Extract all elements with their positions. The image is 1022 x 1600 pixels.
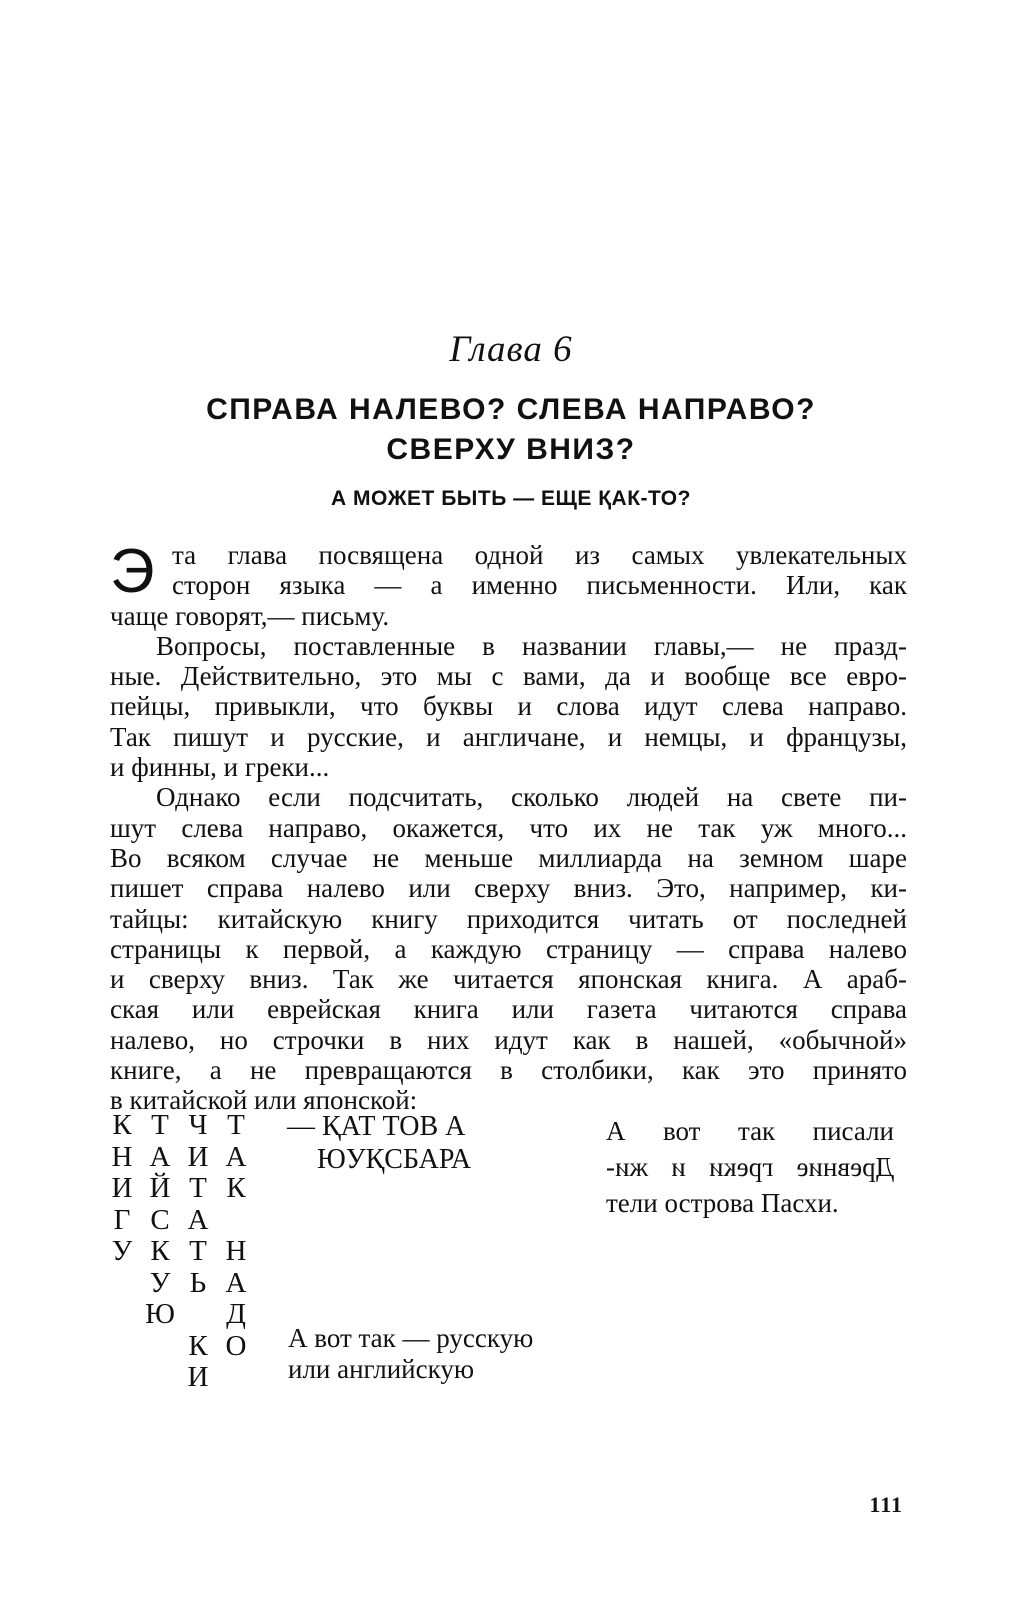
right-to-left-example <box>287 1110 527 1176</box>
text-line: налево, но строчки в них идут как в нашей, «обычной» <box>110 1024 907 1055</box>
vertical-letter: А <box>225 1140 247 1173</box>
text-line: пишет справа налево или сверху вниз. Это, например, ки- <box>110 873 907 904</box>
vertical-letter: Ч <box>188 1109 208 1141</box>
vertical-letter: У <box>149 1266 171 1299</box>
vertical-letter: Г <box>113 1203 131 1236</box>
text-line: Вопросы, поставленные в названии главы,— не празд- <box>156 630 907 661</box>
example-line: или английскую <box>288 1354 475 1384</box>
vertical-letter: Й <box>149 1172 171 1204</box>
vertical-letter: И <box>111 1172 133 1204</box>
vertical-letter: Т <box>189 1172 207 1204</box>
example-line: — ҚАТ ТОВ А <box>287 1111 466 1142</box>
mirrored-example-line: Древние греки и жи- <box>606 1152 894 1182</box>
vertical-letter: Д <box>226 1298 246 1330</box>
section-subtitle: А МОЖЕТ БЫТЬ — ЕЩЕ ҚАК-ТО? <box>331 487 691 510</box>
vertical-writing-example <box>104 1109 279 1393</box>
text-line: пейцы, привыкли, что буквы и слова идут слева направо. <box>110 691 907 722</box>
vertical-letter: К <box>226 1172 246 1204</box>
vertical-letter: И <box>187 1361 209 1393</box>
page-number: 111 <box>869 1492 903 1517</box>
example-line: А вот так — русскую <box>288 1323 534 1353</box>
vertical-letter: Т <box>189 1235 207 1267</box>
vertical-letter: Н <box>225 1235 247 1267</box>
vertical-letter: Т <box>227 1109 245 1141</box>
vertical-letter: А <box>149 1140 171 1173</box>
text-line: и сверху вниз. Так же читается японская книга. А араб- <box>110 964 907 995</box>
example-line: А вот так писали <box>606 1116 894 1146</box>
vertical-letter: И <box>187 1140 209 1173</box>
paragraph-3 <box>110 782 907 1115</box>
vertical-letter: Н <box>111 1140 133 1173</box>
body-text <box>110 537 907 1116</box>
vertical-letter: Ю <box>145 1298 175 1330</box>
vertical-letter: А <box>225 1266 247 1299</box>
text-line: Во всяком случае не меньше миллиарда на земном шаре <box>110 842 907 873</box>
text-line: книге, а не превращаются в столбики, как это принято <box>110 1055 907 1086</box>
example-line: тели острова Пасхи. <box>606 1188 839 1218</box>
vertical-letter: А <box>187 1203 209 1236</box>
text-line: и финны, и греки... <box>110 752 330 783</box>
text-line: страницы к первой, а каждую страницу — справа налево <box>110 933 907 964</box>
drop-cap: Э <box>110 537 155 606</box>
text-line: ская или еврейская книга или газета читаются справа <box>110 994 907 1025</box>
vertical-letter: К <box>112 1109 132 1141</box>
vertical-letter: К <box>188 1329 208 1362</box>
text-line: ные. Действительно, это мы с вами, да и вообще все евро- <box>110 661 907 692</box>
text-line: шут слева направо, окажется, что их не так уж много... <box>110 812 907 843</box>
chapter-title-line: СВЕРХУ ВНИЗ? <box>386 433 636 466</box>
boustrophedon-example <box>606 1113 894 1221</box>
paragraph-1 <box>110 537 907 631</box>
vertical-letter: Ь <box>189 1266 207 1299</box>
vertical-letter: Т <box>151 1109 169 1141</box>
left-to-right-example <box>288 1323 588 1385</box>
text-line: Однако если подсчитать, сколько людей на свете пи- <box>156 782 907 813</box>
text-line: та глава посвящена одной из самых увлекательных <box>172 540 907 570</box>
chapter-label: Глава 6 <box>449 329 573 370</box>
chapter-title-line: СПРАВА НАЛЕВО? СЛЕВА НАПРАВО? <box>206 393 816 426</box>
example-line: ЮУҚСБАРА <box>317 1144 472 1175</box>
text-line: в китайской или японской: <box>110 1085 418 1116</box>
vertical-letter: У <box>111 1235 133 1267</box>
text-line: чаще говорят,— письму. <box>110 600 390 631</box>
vertical-letter: К <box>150 1235 170 1267</box>
text-line: Так пишут и русские, и англичане, и немцы, и французы, <box>110 721 907 752</box>
vertical-letter: С <box>150 1203 170 1236</box>
chapter-title <box>0 390 1022 470</box>
paragraph-2 <box>110 631 907 782</box>
text-line: тайцы: китайскую книгу приходится читать от последней <box>110 903 907 934</box>
vertical-letter: О <box>225 1329 247 1362</box>
text-line: сторон языка — а именно письменности. Или, как <box>172 570 907 601</box>
